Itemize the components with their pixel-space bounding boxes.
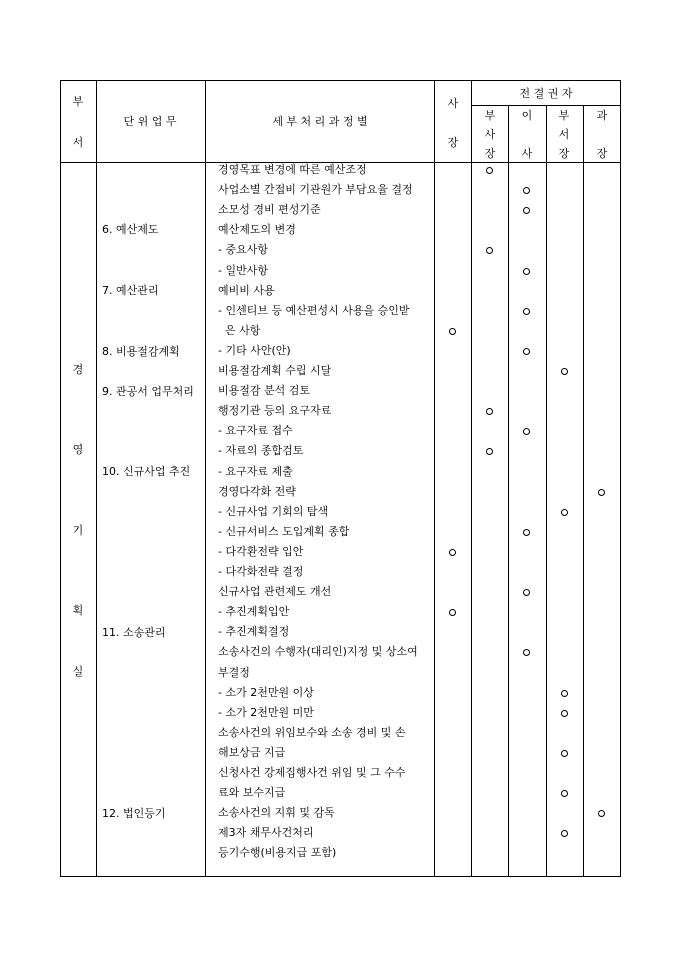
col-divider xyxy=(205,80,206,877)
header-vp-char: 부 xyxy=(484,109,496,122)
detail-item: 행정기관 등의 요구자료 xyxy=(218,404,332,418)
detail-item: 소송사건의 지휘 및 감독 xyxy=(218,806,335,820)
department-char: 영 xyxy=(72,443,84,456)
header-gm-char: 장 xyxy=(558,147,570,160)
col-divider xyxy=(434,80,435,877)
unit-task: 7. 예산관리 xyxy=(102,284,159,297)
detail-item: 사업소별 간접비 기관원가 부담요율 결정 xyxy=(218,183,413,197)
col-divider xyxy=(508,105,509,877)
header-vp-char: 장 xyxy=(484,147,496,160)
header-gm-char: 부 xyxy=(558,109,570,122)
approval-mark-gm xyxy=(561,750,568,757)
approval-mark-manager xyxy=(598,489,605,496)
detail-item: 은 사항 xyxy=(225,323,261,337)
detail-item: - 추진계획입안 xyxy=(218,605,290,619)
detail-item: - 다각환전략 입안 xyxy=(218,544,304,558)
detail-item: - 요구자료 접수 xyxy=(218,424,293,438)
detail-item: 신청사건 강제집행사건 위임 및 그 수수 xyxy=(218,766,406,779)
approval-mark-gm xyxy=(561,509,568,516)
approval-mark-director xyxy=(523,268,530,275)
header-director-char: 이 xyxy=(521,109,533,122)
detail-item: - 중요사항 xyxy=(218,243,268,257)
detail-item: 해보상금 지급 xyxy=(218,745,286,759)
header-unit-task: 단 위 업 무 xyxy=(123,115,177,128)
detail-item: - 소가 2천만원 미만 xyxy=(218,705,314,719)
unit-task: 10. 신규사업 추진 xyxy=(102,465,191,478)
detail-item: 예산제도의 변경 xyxy=(218,223,296,237)
detail-item: 등기수행(비용지급 포함) xyxy=(218,846,337,860)
header-dept-char: 부 xyxy=(72,95,84,108)
header-director-char: 사 xyxy=(521,147,533,160)
approval-mark-director xyxy=(523,308,530,315)
header-president-char: 사 xyxy=(447,97,459,110)
col-divider xyxy=(546,105,547,877)
unit-task: 8. 비용절감계획 xyxy=(102,345,180,358)
detail-item: 소송사건의 위임보수와 소송 경비 및 손 xyxy=(218,725,406,739)
col-divider xyxy=(583,105,584,877)
approval-mark-vp xyxy=(486,167,493,174)
detail-item: 제3자 채무사건처리 xyxy=(218,826,314,840)
detail-item: - 신규서비스 도입계획 종합 xyxy=(218,524,350,538)
detail-item: - 추진계획결정 xyxy=(218,625,290,639)
unit-task: 12. 법인등기 xyxy=(102,807,166,820)
approval-mark-director xyxy=(523,529,530,536)
approval-mark-gm xyxy=(561,368,568,375)
unit-task: 11. 소송관리 xyxy=(102,626,166,639)
header-manager-char: 장 xyxy=(596,147,608,160)
header-manager-char: 과 xyxy=(596,109,608,122)
approval-mark-president xyxy=(449,549,456,556)
approval-mark-director xyxy=(523,348,530,355)
detail-item: - 다각화전략 결정 xyxy=(218,565,304,578)
detail-item: 비용절감계획 수립 시달 xyxy=(218,364,332,377)
detail-item: 비용절감 분석 검토 xyxy=(218,384,311,398)
detail-item: - 자료의 종합검토 xyxy=(218,444,304,458)
header-authority-title: 전 결 권 자 xyxy=(519,87,573,100)
header-vp-char: 사 xyxy=(484,128,496,141)
department-char: 경 xyxy=(72,363,84,376)
detail-item: 소모성 경비 편성기준 xyxy=(218,203,321,217)
detail-item: 신규사업 관련제도 개선 xyxy=(218,585,332,599)
header-dept-char: 서 xyxy=(72,136,84,149)
detail-item: - 요구자료 제출 xyxy=(218,464,293,478)
department-char: 기 xyxy=(72,524,84,537)
approval-mark-president xyxy=(449,328,456,335)
approval-mark-gm xyxy=(561,710,568,717)
detail-item: - 일반사항 xyxy=(218,263,268,277)
header-president-char: 장 xyxy=(447,136,459,149)
unit-task: 6. 예산제도 xyxy=(102,223,159,236)
detail-item: - 신규사업 기회의 탐색 xyxy=(218,504,329,518)
detail-item: 경영다각화 전략 xyxy=(218,484,296,498)
detail-item: - 인센티브 등 예산편성시 사용을 승인받 xyxy=(218,303,410,317)
detail-item: - 소가 2천만원 이상 xyxy=(218,685,314,699)
col-divider xyxy=(96,80,97,877)
approval-mark-gm xyxy=(561,690,568,697)
unit-task: 9. 관공서 업무처리 xyxy=(102,385,194,398)
header-detail-process: 세 부 처 리 과 정 별 xyxy=(272,115,368,128)
col-divider xyxy=(471,80,472,877)
detail-item: 료와 보수지급 xyxy=(218,786,286,800)
detail-item: - 기타 사안(안) xyxy=(218,343,291,357)
department-char: 획 xyxy=(72,604,84,617)
detail-item: 부결정 xyxy=(218,665,250,679)
row-divider xyxy=(471,105,621,106)
header-gm-char: 서 xyxy=(558,128,570,141)
detail-item: 예비비 사용 xyxy=(218,283,275,297)
detail-item: 소송사건의 수행자(대리인)지정 및 상소여 xyxy=(218,645,418,659)
detail-item: 경영목표 변경에 따른 예산조정 xyxy=(218,163,367,176)
department-char: 실 xyxy=(72,665,84,678)
